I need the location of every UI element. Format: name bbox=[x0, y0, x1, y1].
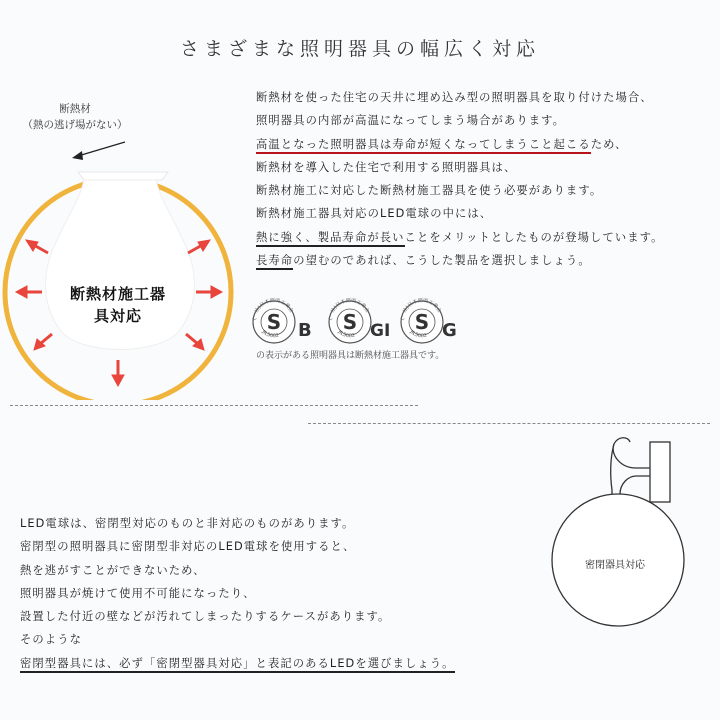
para2-line5: 設置した付近の壁などが汚れてしまったりするケースがあります。 bbox=[20, 610, 391, 624]
sg-jil-text: JIL5002 bbox=[408, 329, 428, 340]
sb-b-letter: B bbox=[298, 320, 312, 341]
para1-line7-underlined: 熱に強く、製品寿命が長い bbox=[256, 231, 405, 247]
bulb-label-line1: 断熱材施工器 bbox=[69, 285, 166, 303]
sgi-ring-text: (一社)日本照明工業会 bbox=[327, 297, 371, 321]
insulation-label-line1: 断熱材 bbox=[59, 103, 91, 115]
para1-line4: 断熱材を導入した住宅で利用する照明器具は、 bbox=[256, 160, 517, 174]
bulb-label-line2: 具対応 bbox=[93, 307, 142, 325]
para2-line1: LED電球は、密閉型対応のものと非対応のものがあります。 bbox=[20, 517, 355, 530]
sgi-mark bbox=[328, 297, 390, 343]
wall-plate bbox=[650, 442, 670, 502]
divider-right bbox=[308, 423, 710, 424]
para1-line2: 照明器具の内部が高温になってしまう場合があります。 bbox=[256, 114, 566, 128]
para2-line2: 密閉型の照明器具に密閉型非対応のLED電球を使用すると、 bbox=[20, 540, 356, 554]
para1-line7-rest: ことをメリットとしたものが登場しています。 bbox=[404, 230, 664, 244]
sb-ring-text: (一社)日本照明工業会 bbox=[251, 297, 295, 321]
bulb-base bbox=[78, 172, 168, 180]
para1-line3-rest: ため、 bbox=[590, 137, 628, 151]
bulb-label bbox=[56, 283, 180, 327]
sg-g-letter: G bbox=[442, 320, 457, 341]
sb-s-letter: S bbox=[266, 310, 282, 334]
para1-line7 bbox=[256, 226, 716, 249]
sb-jil-text: JIL5002 bbox=[260, 329, 280, 340]
sgi-jil-text: JIL5002 bbox=[336, 329, 356, 340]
sgi-s-letter: S bbox=[342, 310, 358, 334]
insulation-paragraph bbox=[256, 86, 716, 272]
para1-line3-underlined: 高温となった照明器具は寿命が短くなってしまうこと起こる bbox=[256, 138, 591, 154]
pointer-arrow-icon bbox=[72, 142, 125, 160]
sb-mark bbox=[252, 297, 312, 343]
para2-line3: 熱を逃がすことができないため、 bbox=[20, 563, 206, 577]
para1-line1: 断熱材を使った住宅の天井に埋め込み型の照明器具を取り付けた場合、 bbox=[256, 91, 653, 104]
insulation-label-line2: （熱の逃げ場がない） bbox=[22, 119, 128, 131]
page-title: さまざまな照明器具の幅広く対応 bbox=[179, 38, 540, 60]
para2-line7-underlined: 密閉型器具には、必ず「密閉型器具対応」と表記のあるLEDを選びましょう。 bbox=[20, 657, 455, 673]
sgi-gi-letters: GI bbox=[370, 321, 391, 341]
globe-label: 密閉器具対応 bbox=[585, 560, 645, 571]
para1-line8 bbox=[256, 249, 716, 272]
sealed-fixture-paragraph bbox=[20, 512, 540, 675]
para2-line7 bbox=[20, 652, 540, 675]
divider-left bbox=[10, 405, 418, 406]
para2-line6: そのような bbox=[20, 633, 82, 647]
certification-marks bbox=[248, 296, 468, 346]
para2-line4: 照明器具が焼けて使用不可能になったり、 bbox=[20, 586, 256, 600]
sg-ring-text: (一社)日本照明工業会 bbox=[399, 297, 443, 321]
sg-s-letter: S bbox=[414, 310, 430, 334]
insulated-bulb-illustration bbox=[0, 120, 250, 400]
para1-line8-underlined: 長寿命 bbox=[256, 254, 293, 270]
marks-caption: の表示がある照明器具は断熱材施工器具です。 bbox=[256, 351, 445, 361]
para1-line6: 断熱材施工器具対応のLED電球の中には、 bbox=[256, 207, 493, 221]
para1-line3 bbox=[256, 133, 716, 156]
lamp-arm bbox=[613, 438, 650, 468]
para1-line8-rest: の望むのであれば、こうした製品を選択しましょう。 bbox=[293, 254, 591, 268]
para1-line5: 断熱材施工に対応した断熱材施工器具を使う必要があります。 bbox=[256, 184, 603, 198]
sg-mark bbox=[400, 297, 457, 343]
sealed-globe-illustration bbox=[540, 432, 700, 652]
